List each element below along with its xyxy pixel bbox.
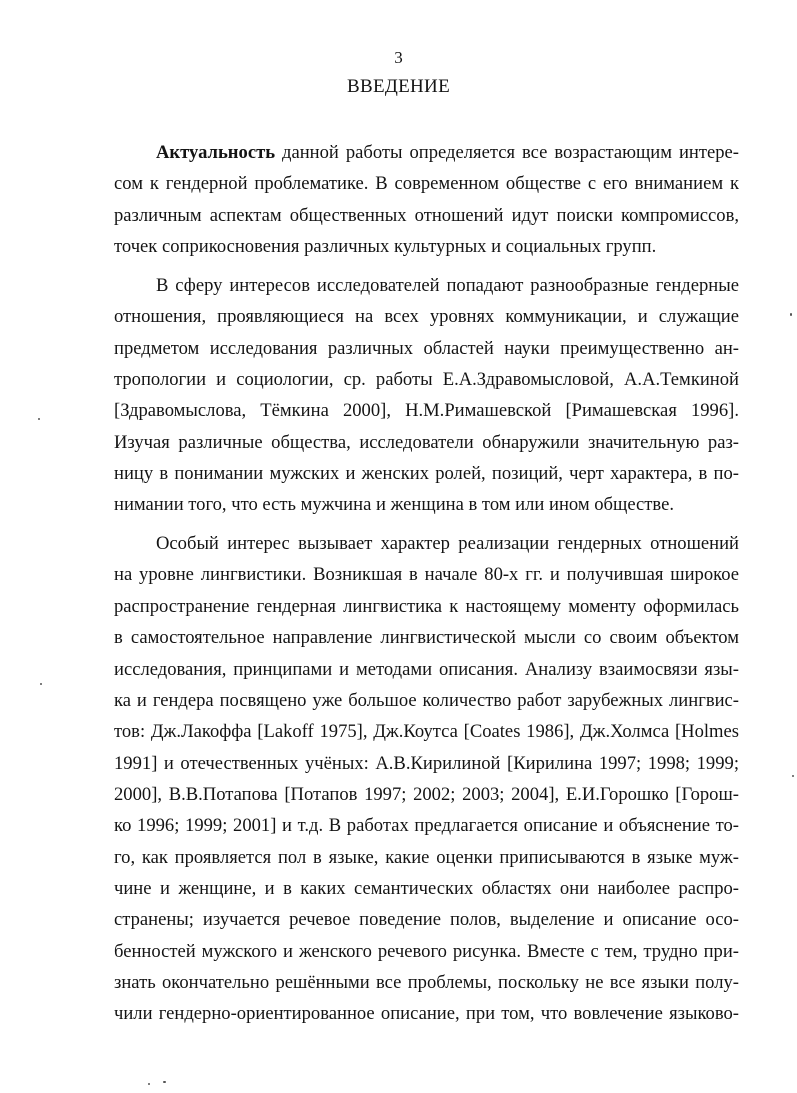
paragraph-3-line: распространение гендерная лингвистика к настоящему моменту оформилась bbox=[114, 595, 739, 617]
paragraph-2-line: ницу в понимании мужских и женских ролей, позиций, черт характера, в по- bbox=[114, 462, 739, 484]
scan-speck bbox=[38, 418, 40, 420]
scan-speck bbox=[148, 1083, 150, 1085]
body-text bbox=[114, 137, 739, 1030]
paragraph-3-line: 2000], В.В.Потапова [Потапов 1997; 2002; 2003; 2004], Е.И.Горошко [Горош- bbox=[114, 783, 739, 805]
scan-speck bbox=[40, 683, 42, 685]
paragraph-3-line: знать окончательно решёнными все проблемы, поскольку не все языки полу- bbox=[114, 971, 739, 993]
scan-speck bbox=[163, 1081, 166, 1083]
paragraph-2-line: отношения, проявляющиеся на всех уровнях коммуникации, и служащие bbox=[114, 306, 739, 328]
paragraph-3-line: странены; изучается речевое поведение полов, выделение и описание осо- bbox=[114, 909, 739, 931]
text-line: данной работы определяется все возрастающим интере- bbox=[275, 142, 739, 163]
paragraph-3-line: бенностей мужского и женского речевого рисунка. Вместе с тем, трудно при- bbox=[114, 940, 739, 962]
scan-speck bbox=[790, 313, 792, 316]
paragraph-1-line: различным аспектам общественных отношений идут поиски компромиссов, bbox=[114, 204, 739, 226]
paragraph-gap bbox=[114, 262, 739, 270]
paragraph-3-line: чили гендерно-ориентированное описание, при том, что вовлечение языково- bbox=[114, 1003, 739, 1025]
paragraph-3-line: ко 1996; 1999; 2001] и т.д. В работах предлагается описание и объяснение то- bbox=[114, 815, 739, 837]
paragraph-3-line: 1991] и отечественных учёных: А.В.Кирилиной [Кирилина 1997; 1998; 1999; bbox=[114, 752, 739, 774]
paragraph-2-line: [Здравомыслова, Тёмкина 2000], Н.М.Римашевской [Римашевская 1996]. bbox=[114, 400, 739, 422]
paragraph-2-line: Изучая различные общества, исследователи обнаружили значительную раз- bbox=[114, 431, 739, 453]
paragraph-2-line: В сферу интересов исследователей попадают разнообразные гендерные bbox=[156, 274, 739, 296]
paragraph-3-line: на уровне лингвистики. Возникшая в начале 80-х гг. и получившая широкое bbox=[114, 564, 739, 586]
paragraph-3-line: исследования, принципами и методами описания. Анализу взаимосвязи язы- bbox=[114, 658, 739, 680]
paragraph-3-line: тов: Дж.Лакоффа [Lakoff 1975], Дж.Коутса [Coates 1986], Дж.Холмса [Holmes bbox=[114, 721, 739, 743]
paragraph-3-line: Особый интерес вызывает характер реализации гендерных отношений bbox=[156, 533, 739, 555]
paragraph-1-line: сом к гендерной проблематике. В современном обществе с его вниманием к bbox=[114, 173, 739, 195]
paragraph-2-line: тропологии и социологии, ср. работы Е.А.Здравомысловой, А.А.Темкиной bbox=[114, 368, 739, 390]
paragraph-2-line: предметом исследования различных областей науки преимущественно ан- bbox=[114, 337, 739, 359]
scan-speck bbox=[792, 775, 794, 777]
paragraph-1-line bbox=[114, 137, 739, 168]
paragraph-3-line: чине и женщине, и в каких семантических областях они наиболее распро- bbox=[114, 877, 739, 899]
paragraph-3-line: го, как проявляется пол в языке, какие оценки приписываются в языке муж- bbox=[114, 846, 739, 868]
paragraph-3-line: в самостоятельное направление лингвистической мысли со своим объектом bbox=[114, 627, 739, 649]
paragraph-1-line: точек соприкосновения различных культурных и социальных групп. bbox=[114, 236, 657, 258]
paragraph-2-line: нимании того, что есть мужчина и женщина в том или ином обществе. bbox=[114, 494, 674, 516]
lead-term: Актуальность bbox=[156, 142, 276, 163]
paragraph-3-line: ка и гендера посвящено уже большое количество работ зарубежных лингвис- bbox=[114, 689, 739, 711]
page-title: ВВЕДЕНИЕ bbox=[347, 76, 450, 97]
page-number: 3 bbox=[394, 48, 403, 67]
paragraph-gap bbox=[114, 521, 739, 529]
